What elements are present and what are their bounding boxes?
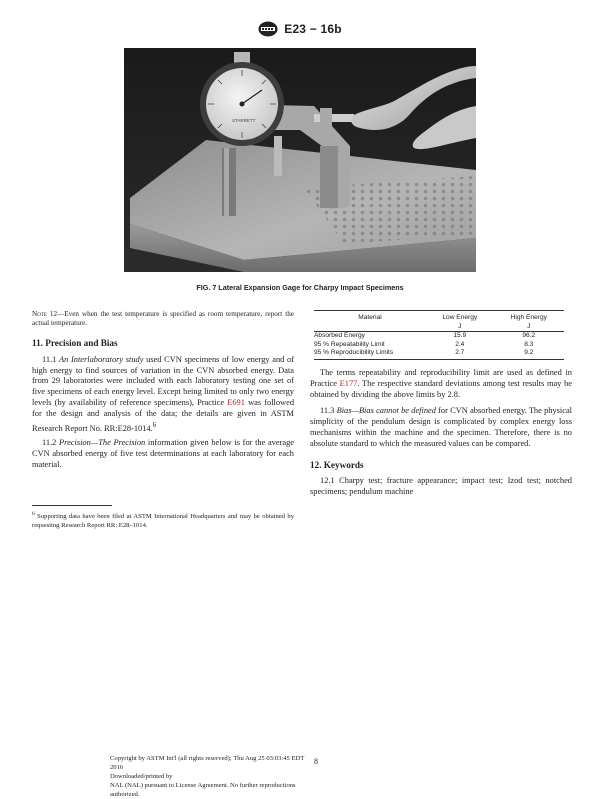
- table-cell: Absorbed Energy: [314, 332, 365, 340]
- paragraph-11-2: [32, 438, 294, 470]
- table-row: [314, 332, 564, 341]
- table-unit-row: [314, 323, 564, 332]
- page-header: [0, 20, 600, 38]
- footnote-text: Supporting data have been filed at ASTM International Headquarters and may be obtained by requesting Research Report RR: E28–1014.: [32, 513, 294, 529]
- paragraph-11-1: [32, 355, 294, 434]
- license-line: NAL (NAL) pursuant to License Agreement. No further reproductions authorized.: [110, 782, 296, 798]
- table-cell: 2.7: [426, 349, 494, 359]
- paragraph-number: 11.1: [42, 354, 57, 364]
- table-header-cell: High Energy: [494, 311, 564, 323]
- paragraph-number: 12.1: [320, 476, 335, 486]
- download-line: Downloaded/printed by: [110, 773, 173, 780]
- right-column: [310, 310, 572, 502]
- table-unit-cell: J: [494, 323, 564, 332]
- precision-table: [314, 310, 564, 360]
- paragraph-terms: [310, 368, 572, 400]
- figure-caption: FIG. 7 Lateral Expansion Gage for Charpy Impact Specimens: [196, 283, 404, 292]
- page-number: 8: [314, 757, 318, 766]
- paragraph-text: . The respective standard deviations among test results may be obtained by dividing the above limits by 2.8.: [310, 378, 572, 399]
- astm-logo-icon: [258, 21, 278, 37]
- paragraph-text: The terms repeatability and reproducibility limit are used as defined in Practice: [310, 367, 572, 388]
- note-label: Note 12: [32, 310, 58, 318]
- table-row: [314, 349, 564, 359]
- footnote-divider: [32, 505, 112, 506]
- table-cell: 95 % Reproducibility Limits: [314, 349, 426, 359]
- lateral-expansion-gage-photo: [124, 48, 476, 272]
- gage-photo-illustration: [124, 48, 476, 272]
- table-cell: 9.2: [494, 349, 564, 359]
- table-unit-cell: J: [426, 323, 494, 332]
- footnote-6: [32, 510, 294, 530]
- dial-brand-label: STARRETT: [232, 118, 256, 123]
- copyright-line: Copyright by ASTM Int'l (all rights reserved); Thu Aug 25 03:03:45 EDT 2016: [110, 755, 305, 771]
- copyright-footer: [110, 754, 310, 799]
- footnote-marker[interactable]: 6: [152, 420, 157, 429]
- paragraph-12-1: [310, 476, 572, 498]
- table-cell: 2.4: [455, 340, 465, 348]
- table-cell: 8.3: [524, 340, 534, 348]
- standard-designation: E23 − 16b: [284, 22, 342, 37]
- paragraph-text: Charpy test; fracture appearance; impact test; Izod test; notched specimens; pendulum machine: [310, 476, 572, 497]
- paragraph-italic-title: Precision—The Precision: [59, 438, 146, 448]
- paragraph-number: 11.3: [320, 406, 335, 416]
- table-cell: 96.2: [522, 332, 536, 340]
- table-row: [314, 341, 564, 350]
- table-header-cell: Low Energy: [426, 311, 494, 323]
- table-header-row: [314, 311, 564, 323]
- paragraph-text: for CVN absorbed energy. The physical simplicity of the pendulum design is complicated by complex energy loss mechanisms within the machine and the specimen. Therefore, there is no absolute standard to which the measured values can be compared.: [310, 406, 572, 448]
- section-11-heading: 11. Precision and Bias: [32, 338, 118, 348]
- table-unit-cell: [314, 323, 426, 332]
- paragraph-text: used CVN specimens of low energy and of high energy to find sources of variation in the CVN absorbed energy. Data from 29 laboratories were included with each laboratory testing one set of five specimens of each energy level. Except being limited to only two energy levels (by availability of reference specimens), Practice: [32, 354, 294, 407]
- paragraph-number: 11.2: [42, 438, 57, 448]
- paragraph-11-3: [310, 406, 572, 449]
- section-12-heading: 12. Keywords: [310, 459, 364, 470]
- paragraph-italic-title: Bias—Bias cannot be defined: [336, 406, 436, 416]
- paragraph-text: information given below is for the average CVN absorbed energy of five test determinations at each laboratory for each material.: [32, 438, 295, 469]
- paragraph-italic-title: An Interlaboratory study: [59, 354, 144, 364]
- table-header-cell: Material: [314, 311, 426, 323]
- table-cell: 15.9: [453, 332, 467, 340]
- footnote-number: 6: [32, 511, 35, 517]
- reference-link-e691[interactable]: E691: [227, 397, 245, 407]
- paragraph-text: was followed for the design and analysis of the data; the details are given in ASTM Research Report No. RR:E28-1014.: [32, 397, 295, 433]
- table-cell: 95 % Repeatability Limit: [314, 340, 385, 348]
- reference-link-e177[interactable]: E177: [339, 378, 358, 388]
- note-text: —Even when the test temperature is specified as room temperature, report the actual temperature.: [32, 310, 294, 327]
- left-column: [32, 310, 294, 475]
- note-12: [32, 310, 294, 328]
